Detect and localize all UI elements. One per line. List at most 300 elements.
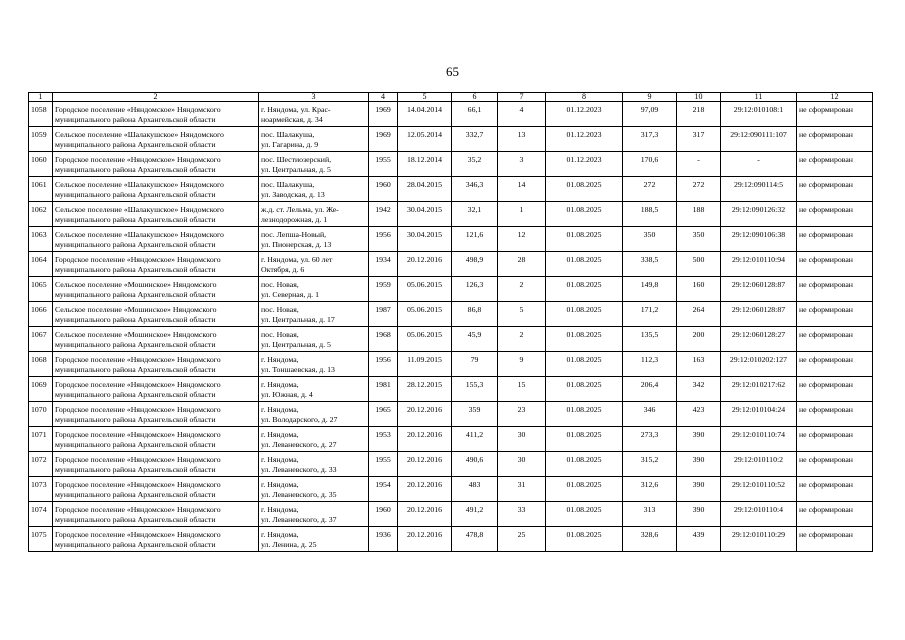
address-line: г. Няндома, — [261, 405, 299, 414]
area-cell: 498,9 — [452, 252, 498, 277]
area-cell: 483 — [452, 477, 498, 502]
cadastral-number-cell: 29:12:010108:1 — [721, 102, 797, 127]
address-line: г. Няндома, — [261, 505, 299, 514]
municipality-line: муниципального района Архангельской области — [55, 365, 216, 374]
area2-cell: 273,3 — [623, 427, 677, 452]
cadastral-number-cell: 29:12:060128:87 — [721, 302, 797, 327]
row-number-cell: 1063 — [29, 227, 53, 252]
build-year-cell: 1934 — [369, 252, 398, 277]
table-row — [29, 352, 873, 377]
municipality-line: муниципального района Архангельской области — [55, 215, 216, 224]
address-cell — [259, 127, 369, 152]
area2-cell: 312,6 — [623, 477, 677, 502]
column-10-cell: 390 — [677, 502, 721, 527]
cadastral-number-cell: 29:12:090126:32 — [721, 202, 797, 227]
status-cell: не сформирован — [797, 452, 873, 477]
date-cell: 05.06.2015 — [398, 302, 452, 327]
address-line: г. Няндома, — [261, 355, 299, 364]
municipality-cell — [53, 202, 259, 227]
municipality-line: муниципального района Архангельской области — [55, 165, 216, 174]
residents-cell: 15 — [498, 377, 546, 402]
address-cell — [259, 302, 369, 327]
row-number-cell: 1074 — [29, 502, 53, 527]
municipality-line: Сельское поселение «Шалакушское» Няндомского — [55, 130, 224, 139]
address-line: ул. Центральная, д. 17 — [261, 315, 335, 324]
address-line: ул. Гагарина, д. 9 — [261, 140, 319, 149]
row-number-cell: 1067 — [29, 327, 53, 352]
column-10-cell: 163 — [677, 352, 721, 377]
cadastral-number-cell: 29:12:010110:2 — [721, 452, 797, 477]
deadline-cell: 01.08.2025 — [546, 402, 623, 427]
deadline-cell: 01.08.2025 — [546, 252, 623, 277]
row-number-cell: 1062 — [29, 202, 53, 227]
address-line: ул. Леваневского, д. 37 — [261, 515, 337, 524]
area2-cell: 272 — [623, 177, 677, 202]
cadastral-number-cell: - — [721, 152, 797, 177]
residents-cell: 12 — [498, 227, 546, 252]
table-row — [29, 277, 873, 302]
area-cell: 35,2 — [452, 152, 498, 177]
address-line: пос. Новая, — [261, 330, 299, 339]
address-line: ул. Центральная, д. 5 — [261, 165, 331, 174]
municipality-line: муниципального района Архангельской области — [55, 240, 216, 249]
municipality-cell — [53, 252, 259, 277]
column-header: 4 — [369, 93, 398, 102]
area2-cell: 313 — [623, 502, 677, 527]
cadastral-number-cell: 29:12:010202:127 — [721, 352, 797, 377]
date-cell: 30.04.2015 — [398, 227, 452, 252]
municipality-line: Сельское поселение «Шалакушское» Няндомского — [55, 230, 224, 239]
residents-cell: 23 — [498, 402, 546, 427]
address-cell — [259, 252, 369, 277]
address-line: г. Няндома, ул. 60 лет — [261, 255, 333, 264]
address-line: ул. Леваневского, д. 27 — [261, 440, 337, 449]
cadastral-number-cell: 29:12:010217:62 — [721, 377, 797, 402]
area2-cell: 328,6 — [623, 527, 677, 552]
build-year-cell: 1954 — [369, 477, 398, 502]
cadastral-number-cell: 29:12:010110:4 — [721, 502, 797, 527]
address-cell — [259, 102, 369, 127]
column-header: 3 — [259, 93, 369, 102]
build-year-cell: 1969 — [369, 102, 398, 127]
municipality-line: Городское поселение «Няндомское» Няндомского — [55, 430, 221, 439]
municipality-cell — [53, 277, 259, 302]
status-cell: не сформирован — [797, 327, 873, 352]
address-cell — [259, 177, 369, 202]
column-10-cell: 317 — [677, 127, 721, 152]
residents-cell: 13 — [498, 127, 546, 152]
column-header: 8 — [546, 93, 623, 102]
status-cell: не сформирован — [797, 377, 873, 402]
build-year-cell: 1955 — [369, 452, 398, 477]
municipality-line: муниципального района Архангельской области — [55, 340, 216, 349]
area-cell: 126,3 — [452, 277, 498, 302]
deadline-cell: 01.12.2023 — [546, 102, 623, 127]
column-10-cell: 500 — [677, 252, 721, 277]
address-cell — [259, 402, 369, 427]
municipality-line: муниципального района Архангельской области — [55, 440, 216, 449]
area-cell: 45,9 — [452, 327, 498, 352]
row-number-cell: 1060 — [29, 152, 53, 177]
column-10-cell: 423 — [677, 402, 721, 427]
area-cell: 359 — [452, 402, 498, 427]
column-header: 5 — [398, 93, 452, 102]
deadline-cell: 01.08.2025 — [546, 202, 623, 227]
cadastral-number-cell: 29:12:090106:38 — [721, 227, 797, 252]
status-cell: не сформирован — [797, 527, 873, 552]
area2-cell: 170,6 — [623, 152, 677, 177]
area2-cell: 97,09 — [623, 102, 677, 127]
municipality-cell — [53, 127, 259, 152]
cadastral-number-cell: 29:12:010110:29 — [721, 527, 797, 552]
status-cell: не сформирован — [797, 127, 873, 152]
column-header: 10 — [677, 93, 721, 102]
column-header: 12 — [797, 93, 873, 102]
column-10-cell: 390 — [677, 427, 721, 452]
address-line: г. Няндома, — [261, 480, 299, 489]
municipality-line: муниципального района Архангельской области — [55, 265, 216, 274]
build-year-cell: 1960 — [369, 502, 398, 527]
table-row — [29, 477, 873, 502]
address-line: ул. Южная, д. 4 — [261, 390, 313, 399]
deadline-cell: 01.08.2025 — [546, 327, 623, 352]
date-cell: 20.12.2016 — [398, 402, 452, 427]
row-number-cell: 1072 — [29, 452, 53, 477]
row-number-cell: 1069 — [29, 377, 53, 402]
status-cell: не сформирован — [797, 502, 873, 527]
status-cell: не сформирован — [797, 352, 873, 377]
residents-cell: 25 — [498, 527, 546, 552]
residents-cell: 2 — [498, 277, 546, 302]
deadline-cell: 01.08.2025 — [546, 227, 623, 252]
cadastral-number-cell: 29:12:010110:74 — [721, 427, 797, 452]
status-cell: не сформирован — [797, 427, 873, 452]
municipality-cell — [53, 452, 259, 477]
column-header: 6 — [452, 93, 498, 102]
municipality-cell — [53, 402, 259, 427]
area2-cell: 315,2 — [623, 452, 677, 477]
column-header: 2 — [53, 93, 259, 102]
date-cell: 20.12.2016 — [398, 452, 452, 477]
address-cell — [259, 152, 369, 177]
municipality-line: Городское поселение «Няндомское» Няндомского — [55, 480, 221, 489]
address-line: ул. Заводская, д. 13 — [261, 190, 325, 199]
cadastral-number-cell: 29:12:060128:87 — [721, 277, 797, 302]
date-cell: 05.06.2015 — [398, 327, 452, 352]
build-year-cell: 1981 — [369, 377, 398, 402]
residents-cell: 30 — [498, 452, 546, 477]
deadline-cell: 01.08.2025 — [546, 502, 623, 527]
status-cell: не сформирован — [797, 102, 873, 127]
address-line: ул. Володарского, д. 27 — [261, 415, 338, 424]
area2-cell: 346 — [623, 402, 677, 427]
table-row — [29, 227, 873, 252]
area-cell: 155,3 — [452, 377, 498, 402]
municipality-line: Городское поселение «Няндомское» Няндомского — [55, 155, 221, 164]
table-row — [29, 177, 873, 202]
address-cell — [259, 502, 369, 527]
municipality-line: Сельское поселение «Шалакушское» Няндомского — [55, 180, 224, 189]
address-line: г. Няндома, — [261, 380, 299, 389]
table-row — [29, 327, 873, 352]
area-cell: 121,6 — [452, 227, 498, 252]
cadastral-number-cell: 29:12:010110:94 — [721, 252, 797, 277]
date-cell: 20.12.2016 — [398, 502, 452, 527]
address-line: г. Няндома, ул. Крас- — [261, 105, 331, 114]
municipality-line: муниципального района Архангельской области — [55, 115, 216, 124]
table-row — [29, 127, 873, 152]
table-row — [29, 202, 873, 227]
municipality-cell — [53, 227, 259, 252]
address-line: пос. Лепша-Новый, — [261, 230, 327, 239]
status-cell: не сформирован — [797, 227, 873, 252]
date-cell: 28.04.2015 — [398, 177, 452, 202]
row-number-cell: 1061 — [29, 177, 53, 202]
build-year-cell: 1969 — [369, 127, 398, 152]
date-cell: 14.04.2014 — [398, 102, 452, 127]
area-cell: 79 — [452, 352, 498, 377]
table-row — [29, 102, 873, 127]
area-cell: 346,3 — [452, 177, 498, 202]
area2-cell: 171,2 — [623, 302, 677, 327]
build-year-cell: 1953 — [369, 427, 398, 452]
municipality-cell — [53, 302, 259, 327]
row-number-cell: 1068 — [29, 352, 53, 377]
address-cell — [259, 527, 369, 552]
column-10-cell: 390 — [677, 477, 721, 502]
deadline-cell: 01.08.2025 — [546, 427, 623, 452]
municipality-line: муниципального района Архангельской области — [55, 465, 216, 474]
residents-cell: 14 — [498, 177, 546, 202]
municipality-line: муниципального района Архангельской области — [55, 190, 216, 199]
residents-cell: 5 — [498, 302, 546, 327]
build-year-cell: 1955 — [369, 152, 398, 177]
date-cell: 05.06.2015 — [398, 277, 452, 302]
build-year-cell: 1936 — [369, 527, 398, 552]
municipality-line: Городское поселение «Няндомское» Няндомского — [55, 380, 221, 389]
row-number-cell: 1066 — [29, 302, 53, 327]
area-cell: 491,2 — [452, 502, 498, 527]
table-row — [29, 452, 873, 477]
address-line: ул. Пионерская, д. 13 — [261, 240, 332, 249]
residents-cell: 33 — [498, 502, 546, 527]
address-line: пос. Новая, — [261, 280, 299, 289]
address-line: г. Няндома, — [261, 455, 299, 464]
date-cell: 18.12.2014 — [398, 152, 452, 177]
deadline-cell: 01.08.2025 — [546, 377, 623, 402]
area2-cell: 149,8 — [623, 277, 677, 302]
table-row — [29, 302, 873, 327]
address-cell — [259, 427, 369, 452]
municipality-cell — [53, 427, 259, 452]
area2-cell: 350 — [623, 227, 677, 252]
area-cell: 66,1 — [452, 102, 498, 127]
municipality-line: Городское поселение «Няндомское» Няндомского — [55, 530, 221, 539]
address-cell — [259, 452, 369, 477]
status-cell: не сформирован — [797, 477, 873, 502]
column-header: 9 — [623, 93, 677, 102]
cadastral-number-cell: 29:12:090111:107 — [721, 127, 797, 152]
municipality-line: Городское поселение «Няндомское» Няндомского — [55, 505, 221, 514]
deadline-cell: 01.12.2023 — [546, 152, 623, 177]
address-line: Октября, д. 6 — [261, 265, 305, 274]
municipality-line: Городское поселение «Няндомское» Няндомского — [55, 405, 221, 414]
page-number: 65 — [446, 64, 459, 79]
residents-cell: 30 — [498, 427, 546, 452]
deadline-cell: 01.08.2025 — [546, 352, 623, 377]
address-cell — [259, 202, 369, 227]
column-10-cell: 160 — [677, 277, 721, 302]
address-line: ноармейская, д. 34 — [261, 115, 323, 124]
column-10-cell: 188 — [677, 202, 721, 227]
status-cell: не сформирован — [797, 252, 873, 277]
municipality-line: муниципального района Архангельской области — [55, 490, 216, 499]
municipality-line: Сельское поселение «Мошинское» Няндомского — [55, 330, 217, 339]
status-cell: не сформирован — [797, 152, 873, 177]
address-line: ул. Ленина, д. 25 — [261, 540, 317, 549]
address-cell — [259, 277, 369, 302]
status-cell: не сформирован — [797, 302, 873, 327]
build-year-cell: 1960 — [369, 177, 398, 202]
build-year-cell: 1942 — [369, 202, 398, 227]
address-line: лезнодорожная, д. 1 — [261, 215, 328, 224]
address-line: ул. Леваневского, д. 33 — [261, 465, 337, 474]
cadastral-number-cell: 29:12:010104:24 — [721, 402, 797, 427]
residents-cell: 3 — [498, 152, 546, 177]
address-cell — [259, 377, 369, 402]
column-10-cell: 342 — [677, 377, 721, 402]
municipality-line: Городское поселение «Няндомское» Няндомского — [55, 455, 221, 464]
column-number-header-row — [29, 93, 873, 102]
deadline-cell: 01.08.2025 — [546, 177, 623, 202]
build-year-cell: 1956 — [369, 227, 398, 252]
municipality-cell — [53, 177, 259, 202]
area2-cell: 112,3 — [623, 352, 677, 377]
column-header: 11 — [721, 93, 797, 102]
date-cell: 20.12.2016 — [398, 527, 452, 552]
deadline-cell: 01.08.2025 — [546, 452, 623, 477]
municipality-line: муниципального района Архангельской области — [55, 140, 216, 149]
cadastral-number-cell: 29:12:090114:5 — [721, 177, 797, 202]
municipality-line: Городское поселение «Няндомское» Няндомского — [55, 105, 221, 114]
address-cell — [259, 352, 369, 377]
table-row — [29, 402, 873, 427]
municipality-cell — [53, 502, 259, 527]
area-cell: 332,7 — [452, 127, 498, 152]
status-cell: не сформирован — [797, 277, 873, 302]
table-row — [29, 502, 873, 527]
address-line: ж.д. ст. Лельма, ул. Же- — [261, 205, 339, 214]
deadline-cell: 01.08.2025 — [546, 277, 623, 302]
municipality-cell — [53, 377, 259, 402]
build-year-cell: 1965 — [369, 402, 398, 427]
column-10-cell: 272 — [677, 177, 721, 202]
municipality-line: муниципального района Архангельской области — [55, 540, 216, 549]
build-year-cell: 1987 — [369, 302, 398, 327]
address-cell — [259, 227, 369, 252]
build-year-cell: 1959 — [369, 277, 398, 302]
municipality-cell — [53, 327, 259, 352]
area2-cell: 135,5 — [623, 327, 677, 352]
row-number-cell: 1058 — [29, 102, 53, 127]
cadastral-number-cell: 29:12:060128:27 — [721, 327, 797, 352]
table-row — [29, 252, 873, 277]
address-line: г. Няндома, — [261, 430, 299, 439]
residents-cell: 1 — [498, 202, 546, 227]
municipality-line: муниципального района Архангельской области — [55, 315, 216, 324]
address-line: г. Няндома, — [261, 530, 299, 539]
table-row — [29, 377, 873, 402]
municipality-line: Городское поселение «Няндомское» Няндомского — [55, 355, 221, 364]
row-number-cell: 1059 — [29, 127, 53, 152]
area-cell: 411,2 — [452, 427, 498, 452]
row-number-cell: 1073 — [29, 477, 53, 502]
column-10-cell: 390 — [677, 452, 721, 477]
address-line: пос. Шалакуша, — [261, 180, 315, 189]
address-line: пос. Шалакуша, — [261, 130, 315, 139]
municipality-line: муниципального района Архангельской области — [55, 515, 216, 524]
table-row — [29, 427, 873, 452]
area2-cell: 206,4 — [623, 377, 677, 402]
row-number-cell: 1064 — [29, 252, 53, 277]
table-body — [29, 93, 873, 552]
column-10-cell: 350 — [677, 227, 721, 252]
address-cell — [259, 477, 369, 502]
municipality-line: Сельское поселение «Мошинское» Няндомского — [55, 305, 217, 314]
municipality-line: муниципального района Архангельской области — [55, 390, 216, 399]
date-cell: 20.12.2016 — [398, 252, 452, 277]
status-cell: не сформирован — [797, 177, 873, 202]
address-line: ул. Тоншаевская, д. 13 — [261, 365, 335, 374]
municipality-cell — [53, 102, 259, 127]
residents-cell: 2 — [498, 327, 546, 352]
address-cell — [259, 327, 369, 352]
area-cell: 86,8 — [452, 302, 498, 327]
municipality-line: Сельское поселение «Шалакушское» Няндомского — [55, 205, 224, 214]
table-row — [29, 527, 873, 552]
residents-cell: 28 — [498, 252, 546, 277]
build-year-cell: 1968 — [369, 327, 398, 352]
deadline-cell: 01.12.2023 — [546, 127, 623, 152]
date-cell: 11.09.2015 — [398, 352, 452, 377]
row-number-cell: 1065 — [29, 277, 53, 302]
municipality-line: муниципального района Архангельской области — [55, 290, 216, 299]
row-number-cell: 1071 — [29, 427, 53, 452]
municipality-cell — [53, 527, 259, 552]
area2-cell: 338,5 — [623, 252, 677, 277]
address-line: ул. Центральная, д. 5 — [261, 340, 331, 349]
date-cell: 20.12.2016 — [398, 427, 452, 452]
address-line: ул. Леваневского, д. 35 — [261, 490, 337, 499]
municipality-line: муниципального района Архангельской области — [55, 415, 216, 424]
deadline-cell: 01.08.2025 — [546, 302, 623, 327]
residents-cell: 4 — [498, 102, 546, 127]
table-row — [29, 152, 873, 177]
date-cell: 28.12.2015 — [398, 377, 452, 402]
column-10-cell: 218 — [677, 102, 721, 127]
address-line: ул. Северная, д. 1 — [261, 290, 319, 299]
status-cell: не сформирован — [797, 202, 873, 227]
date-cell: 20.12.2016 — [398, 477, 452, 502]
deadline-cell: 01.08.2025 — [546, 477, 623, 502]
row-number-cell: 1075 — [29, 527, 53, 552]
municipality-cell — [53, 152, 259, 177]
status-cell: не сформирован — [797, 402, 873, 427]
column-10-cell: - — [677, 152, 721, 177]
area-cell: 490,6 — [452, 452, 498, 477]
municipality-line: Сельское поселение «Мошинское» Няндомского — [55, 280, 217, 289]
municipality-cell — [53, 352, 259, 377]
